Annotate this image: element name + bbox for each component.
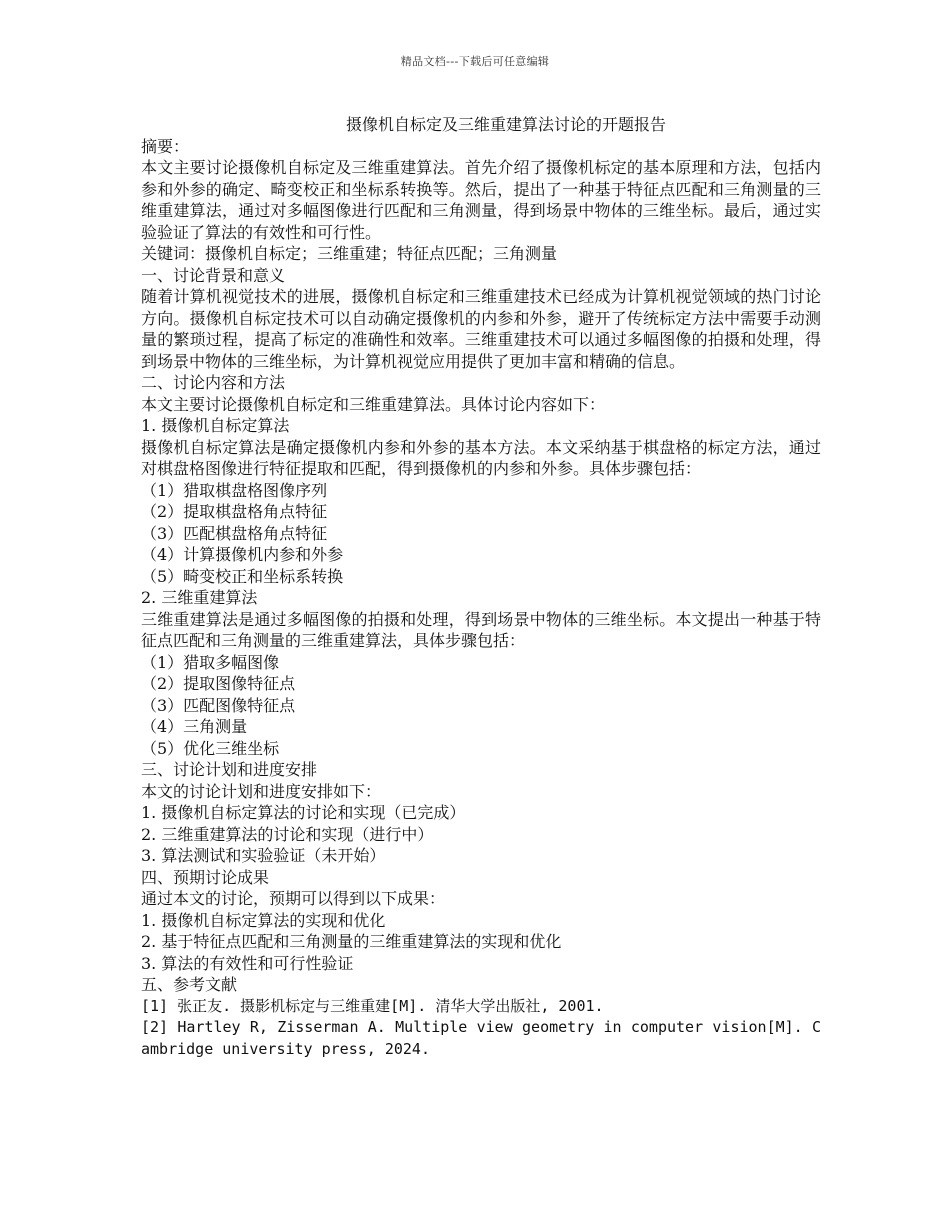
list-item: （5）畸变校正和坐标系转换 (141, 566, 344, 586)
list-item: 3. 算法的有效性和可行性验证 (141, 953, 354, 973)
content-intro: 本文主要讨论摄像机自标定和三维重建算法。具体讨论内容如下： (141, 394, 606, 414)
reconstruction-text: 三维重建算法是通过多幅图像的拍摄和处理，得到场景中物体的三维坐标。本文提出一种基于特征点匹配和三角测量的三维重建算法，具体步骤包括： (141, 609, 821, 650)
subsection-heading-calibration: 1. 摄像机自标定算法 (141, 416, 290, 435)
list-item: 1. 摄像机自标定算法的讨论和实现（已完成） (141, 803, 466, 822)
list-item: 3. 算法测试和实验验证（未开始） (141, 846, 386, 865)
section-heading-references: 五、参考文献 (141, 975, 238, 994)
list-item: （2）提取图像特征点 (141, 674, 296, 693)
list-item: （3）匹配图像特征点 (141, 695, 296, 715)
outcomes-intro: 通过本文的讨论，预期可以得到以下成果： (141, 889, 446, 908)
section-heading-outcomes: 四、预期讨论成果 (141, 867, 270, 887)
list-item: 2. 三维重建算法的讨论和实现（进行中） (141, 824, 434, 844)
list-item: （4）三角测量 (141, 717, 248, 736)
abstract-text: 本文主要讨论摄像机自标定及三维重建算法。首先介绍了摄像机标定的基本原理和方法，包括内参和外参的确定、畸变校正和坐标系转换等。然后，提出了一种基于特征点匹配和三角测量的三维重建算法，通过对多幅图像进行匹配和三角测量，得到场景中物体的三维坐标。最后，通过实验验证了算法的有效性和可行性。 (141, 158, 821, 242)
abstract-heading: 摘要： (141, 136, 190, 156)
list-item: （1）猎取棋盘格图像序列 (141, 480, 328, 500)
section-heading-plan: 三、讨论计划和进度安排 (141, 760, 318, 779)
background-text: 随着计算机视觉技术的进展，摄像机自标定和三维重建技术已经成为计算机视觉领域的热门讨论方向。摄像机自标定技术可以自动确定摄像机的内参和外参，避开了传统标定方法中需要手动测量的繁琐过程，提高了标定的准确性和效率。三维重建技术可以通过多幅图像的拍摄和处理，得到场景中物体的三维坐标，为计算机视觉应用提供了更加丰富和精确的信息。 (141, 287, 821, 371)
keywords: 关键词：摄像机自标定；三维重建；特征点匹配；三角测量 (141, 244, 558, 263)
list-item: （4）计算摄像机内参和外参 (141, 545, 344, 564)
header-note: 精品文档---下载后可任意编辑 (400, 55, 550, 68)
list-item: （3）匹配棋盘格角点特征 (141, 523, 328, 543)
section-heading-background: 一、讨论背景和意义 (141, 265, 286, 285)
reference-item: [1] 张正友. 摄影机标定与三维重建[M]. 清华大学出版社, 2001. (141, 996, 604, 1015)
reference-item: [2] Hartley R, Zisserman A. Multiple view geometry in computer vision[M]. Cambridge university press, 2024. (141, 1018, 821, 1058)
list-item: 2. 基于特征点匹配和三角测量的三维重建算法的实现和优化 (141, 932, 562, 951)
document-title: 摄像机自标定及三维重建算法讨论的开题报告 (345, 115, 666, 134)
list-item: （5）优化三维坐标 (141, 738, 280, 758)
subsection-heading-reconstruction: 2. 三维重建算法 (141, 588, 258, 607)
list-item: 1. 摄像机自标定算法的实现和优化 (141, 910, 386, 930)
document-body (141, 114, 821, 1060)
list-item: （2）提取棋盘格角点特征 (141, 502, 328, 521)
plan-intro: 本文的讨论计划和进度安排如下： (141, 781, 382, 801)
list-item: （1）猎取多幅图像 (141, 652, 280, 672)
calibration-text: 摄像机自标定算法是确定摄像机内参和外参的基本方法。本文采纳基于棋盘格的标定方法，通过对棋盘格图像进行特征提取和匹配，得到摄像机的内参和外参。具体步骤包括： (141, 437, 821, 478)
section-heading-content: 二、讨论内容和方法 (141, 373, 286, 392)
